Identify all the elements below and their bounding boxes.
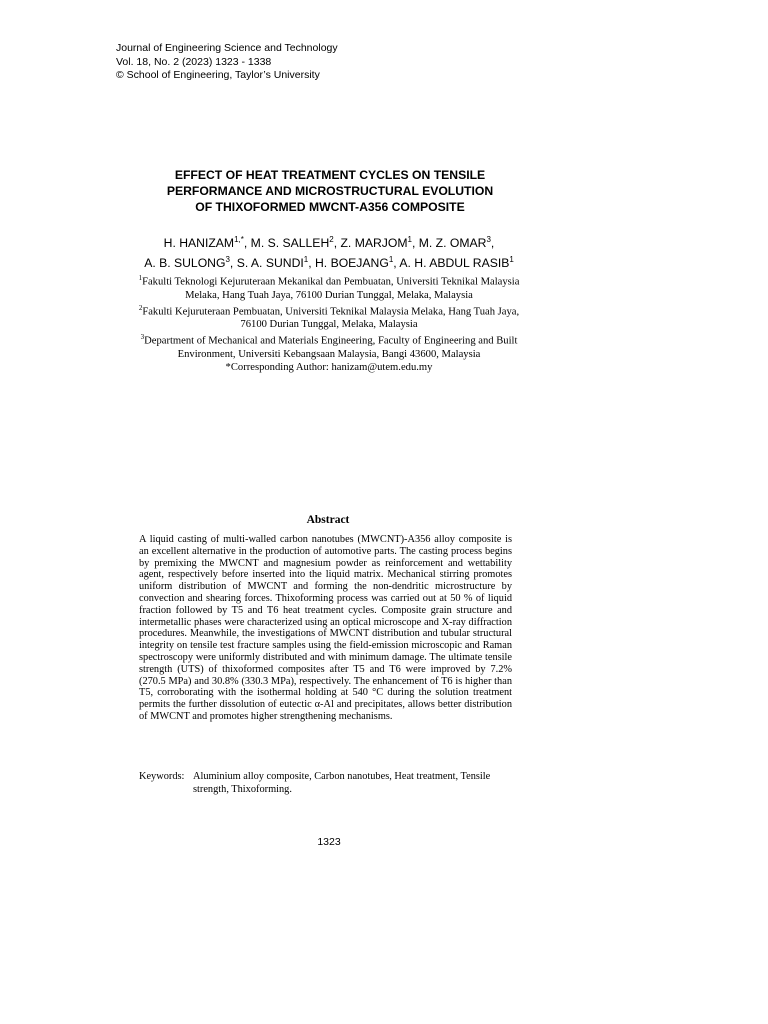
author-affiliation-mark: 1 bbox=[407, 235, 412, 244]
author-line bbox=[0, 232, 658, 252]
author-separator: , bbox=[490, 236, 495, 251]
title-line: EFFECT OF HEAT TREATMENT CYCLES ON TENSILE bbox=[174, 168, 486, 182]
keywords bbox=[139, 770, 519, 796]
journal-volume: Vol. 18, No. 2 (2023) 1323 - 1338 bbox=[116, 55, 272, 68]
author-name: Z. MARJOM bbox=[340, 236, 408, 251]
author-affiliation-mark: 2 bbox=[329, 235, 334, 244]
author-name: S. A. SUNDI bbox=[236, 255, 304, 270]
author-name: M. Z. OMAR bbox=[418, 236, 487, 251]
keywords-line: Aluminium alloy composite, Carbon nanotubes, Heat treatment, Tensile bbox=[193, 771, 491, 782]
affiliation-line: 76100 Durian Tunggal, Melaka, Malaysia bbox=[240, 319, 418, 331]
author-separator: , bbox=[411, 236, 419, 251]
author-affiliation-mark: 3 bbox=[225, 254, 230, 264]
author-affiliation-mark: 3 bbox=[486, 235, 491, 244]
author-separator: , bbox=[243, 236, 251, 251]
author-separator: , bbox=[308, 255, 315, 270]
affiliation-list bbox=[116, 272, 542, 374]
author-name: H. BOEJANG bbox=[315, 255, 389, 270]
author-name: M. S. SALLEH bbox=[250, 236, 330, 251]
affiliation-line bbox=[116, 331, 542, 348]
author-name: A. B. SULONG bbox=[144, 255, 226, 270]
journal-name: Journal of Engineering Science and Technology bbox=[116, 42, 338, 54]
affiliation-text: Department of Mechanical and Materials Engineering, Faculty of Engineering and Built bbox=[144, 335, 518, 347]
keywords-row bbox=[139, 783, 519, 796]
title-line: OF THIXOFORMED MWCNT-A356 COMPOSITE bbox=[195, 200, 465, 214]
author-line bbox=[0, 252, 658, 272]
affiliation-text: Fakulti Kejuruteraan Pembuatan, Universiti Teknikal Malaysia Melaka, Hang Tuah Jaya, bbox=[142, 306, 520, 318]
author-affiliation-mark: 1,* bbox=[234, 235, 244, 244]
title-line: PERFORMANCE AND MICROSTRUCTURAL EVOLUTION bbox=[166, 184, 494, 198]
keywords-line: strength, Thixoforming. bbox=[193, 784, 292, 795]
keywords-indent bbox=[139, 783, 193, 796]
affiliation-mark: 1 bbox=[138, 274, 143, 282]
author-separator: , bbox=[393, 255, 400, 270]
author-affiliation-mark: 1 bbox=[303, 254, 309, 264]
keywords-row bbox=[139, 770, 519, 783]
author-separator: , bbox=[229, 255, 237, 270]
journal-header bbox=[116, 42, 338, 83]
paper-title bbox=[0, 167, 660, 215]
author-name: A. H. ABDUL RASIB bbox=[399, 255, 510, 270]
keywords-label: Keywords: bbox=[139, 771, 185, 782]
abstract-heading: Abstract bbox=[306, 514, 350, 526]
author-affiliation-mark: 1 bbox=[509, 254, 514, 264]
corresponding-author: *Corresponding Author: hanizam@utem.edu.my bbox=[225, 361, 433, 373]
affiliation-line bbox=[116, 272, 542, 289]
author-name: H. HANIZAM bbox=[163, 236, 235, 251]
journal-publisher: © School of Engineering, Taylor’s University bbox=[116, 69, 320, 81]
author-affiliation-mark: 1 bbox=[388, 254, 394, 264]
affiliation-line: Melaka, Hang Tuah Jaya, 76100 Durian Tunggal, Melaka, Malaysia bbox=[185, 289, 473, 301]
affiliation-text: Fakulti Teknologi Kejuruteraan Mekanikal dan Pembuatan, Universiti Teknikal Malaysia bbox=[142, 276, 520, 288]
affiliation-line bbox=[116, 302, 542, 319]
author-separator: , bbox=[333, 236, 341, 251]
affiliation-mark: 3 bbox=[140, 333, 145, 342]
page-number: 1323 bbox=[317, 836, 341, 848]
abstract-text: A liquid casting of multi-walled carbon nanotubes (MWCNT)-A356 alloy composite is an excellent alternative in the production of automotive parts. The casting process begins by premixing the MWCNT and magnesium powder as reinforcement and wettability agent, respectively before inserted into the liquid matrix. Mechanical stirring promotes uniform distribution of MWCNT and forming the non-dendritic microstructure by convection and shearing forces. Thixoforming process was carried out at 50 % of liquid fraction followed by T5 and T6 heat treatment cycles. Composite grain structure and intermetallic phases were characterized using an optical microscope and X-ray diffraction procedures. Meanwhile, the investigations of MWCNT distribution and tubular structural integrity on tensile test fracture samples using the field-emission microscopic and Raman spectroscopy were uniformly distributed and with minimum damage. The ultimate tensile strength (UTS) of thixoformed composites after T5 and T6 were improved by 7.2% (270.5 MPa) and 30.8% (330.3 MPa), respectively. The enhancement of T6 is higher than T5, corroborating with the isothermal holding at 540 °C during the solution treatment permits the further dissolution of eutectic α-Al and precipitates, allows better distribution of MWCNT and promotes higher strengthening mechanisms. bbox=[139, 534, 512, 722]
affiliation-line: Environment, Universiti Kebangsaan Malaysia, Bangi 43600, Malaysia bbox=[177, 348, 481, 360]
affiliation-mark: 2 bbox=[138, 303, 143, 312]
author-list bbox=[0, 232, 658, 271]
